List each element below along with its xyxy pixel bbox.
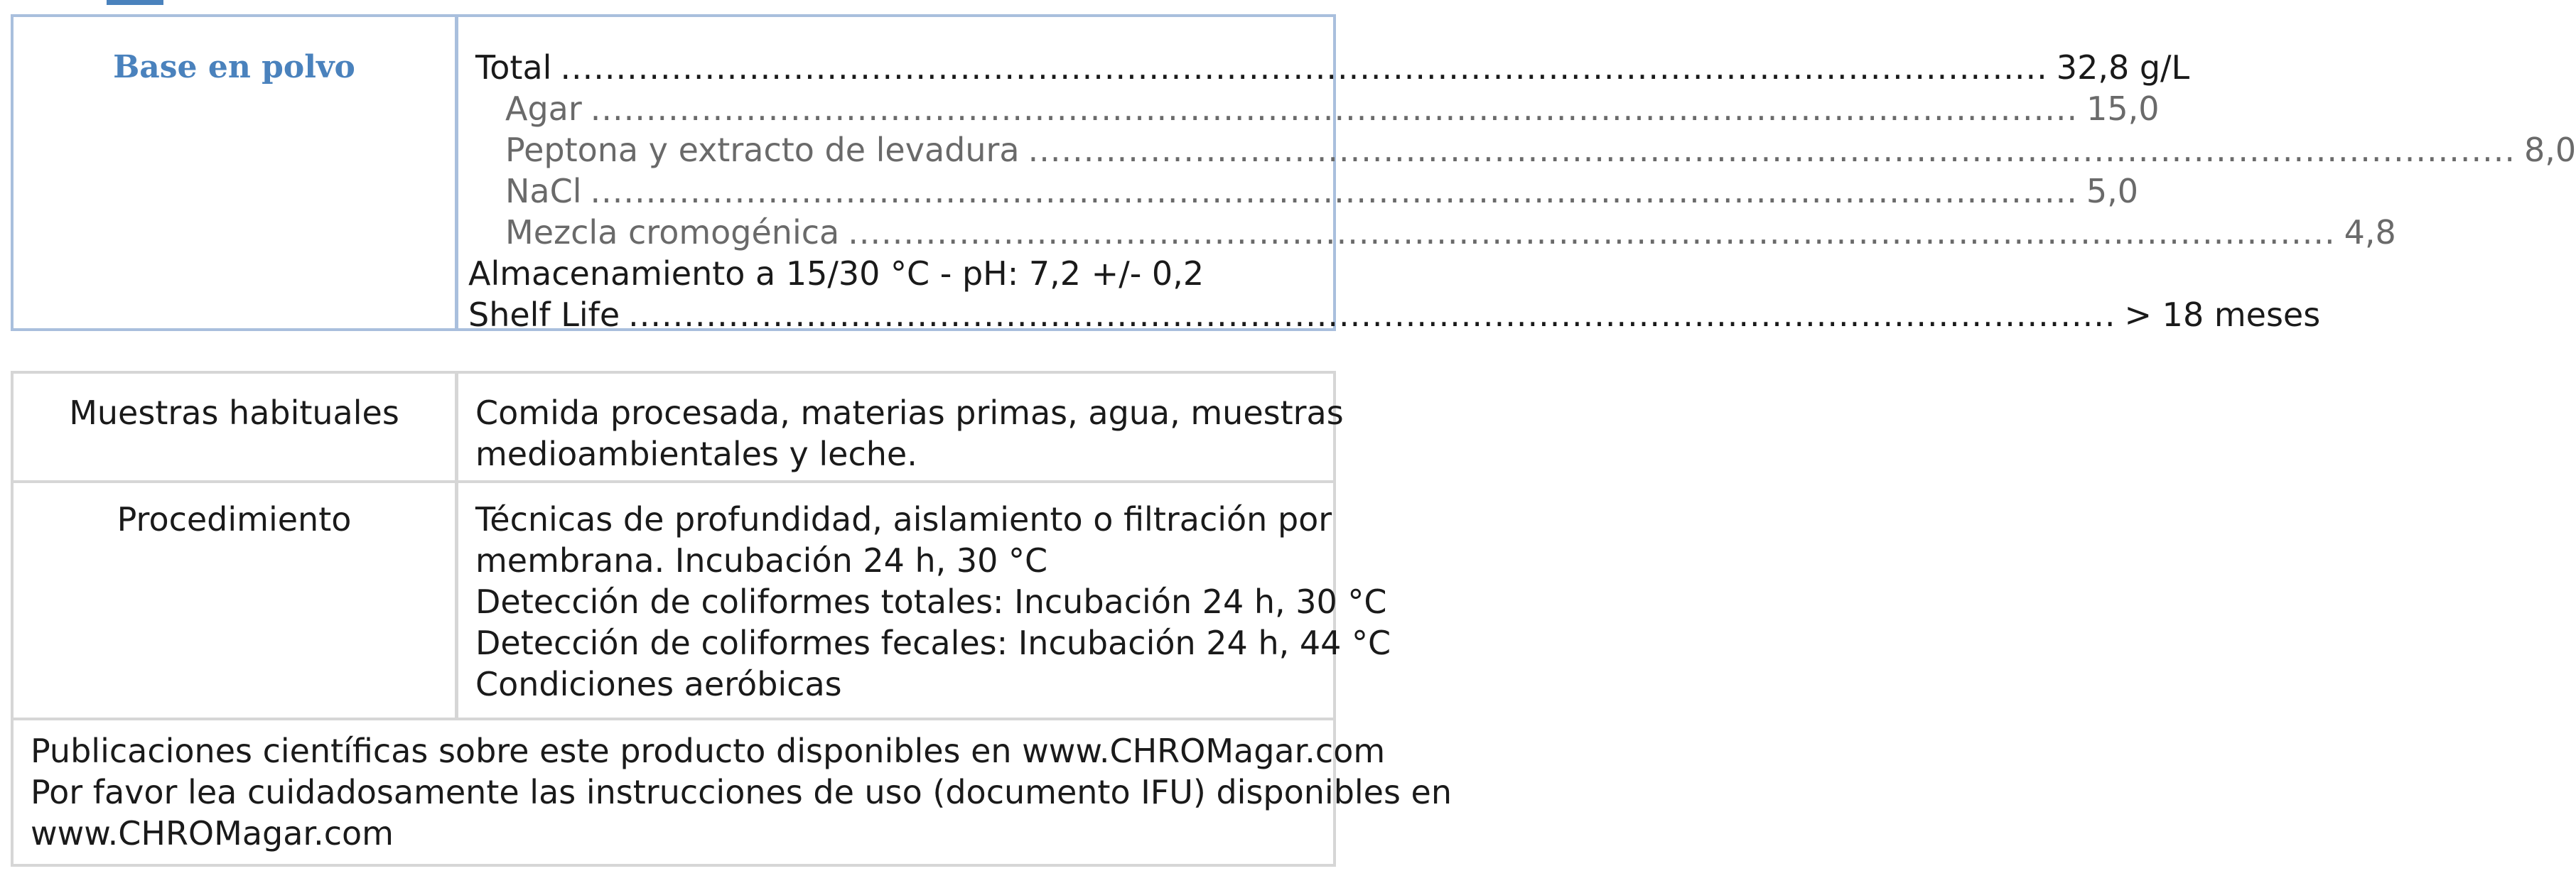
procedure-line: Condiciones aeróbicas — [475, 665, 842, 703]
footer-line: www.CHROMagar.com — [31, 814, 394, 853]
ingredient-name: NaCl — [505, 172, 582, 210]
shelf-life-row — [468, 294, 2321, 335]
ingredient-name: Agar — [505, 90, 582, 128]
ingredient-name: Mezcla cromogénica — [505, 213, 840, 251]
procedure-label: Procedimiento — [117, 500, 352, 539]
leader-dots: ...................................................................................................................................... — [590, 172, 2078, 210]
procedure-text — [475, 499, 1391, 705]
leader-dots: ...................................................................................................................................... — [590, 90, 2079, 128]
ingredient-row — [475, 171, 2139, 212]
ingredient-row — [475, 212, 2396, 253]
procedure-line: Técnicas de profundidad, aislamiento o filtración por — [475, 500, 1332, 539]
ingredient-name: Peptona y extracto de levadura — [505, 131, 1020, 169]
total-name: Total — [475, 48, 552, 87]
row-divider — [14, 718, 1333, 720]
footer-line: Publicaciones científicas sobre este producto disponibles en www.CHROMagar.com — [31, 732, 1386, 770]
leader-dots: ...................................................................................................................................... — [848, 213, 2336, 251]
ingredient-row — [475, 88, 2160, 129]
info-table — [11, 371, 1453, 867]
leader-dots: ...................................................................................................................................... — [560, 48, 2048, 87]
composition-list — [468, 47, 2576, 335]
composition-table — [11, 14, 2576, 334]
ingredient-row — [475, 129, 2576, 171]
leader-dots: ...................................................................................................................................... — [628, 296, 2116, 334]
total-row — [475, 47, 2190, 88]
samples-label: Muestras habituales — [69, 394, 399, 432]
column-divider — [455, 483, 458, 720]
procedure-line: Detección de coliformes totales: Incubación 24 h, 30 °C — [475, 583, 1387, 621]
top-accent-line — [107, 0, 163, 5]
total-value: 32,8 g/L — [2056, 48, 2190, 87]
shelf-life-value: > 18 meses — [2124, 296, 2321, 334]
shelf-life-name: Shelf Life — [468, 296, 620, 334]
footer-text — [31, 730, 1453, 854]
samples-text — [475, 392, 1344, 475]
ingredient-value: 4,8 — [2344, 213, 2396, 251]
ingredient-value: 15,0 — [2086, 90, 2160, 128]
ingredient-value: 5,0 — [2086, 172, 2139, 210]
ingredient-value: 8,0 — [2523, 131, 2576, 169]
samples-line: medioambientales y leche. — [475, 435, 917, 473]
column-divider — [455, 374, 458, 480]
leader-dots: ...................................................................................................................................... — [1028, 131, 2516, 169]
column-divider — [455, 17, 458, 328]
samples-line: Comida procesada, materias primas, agua, muestras — [475, 394, 1344, 432]
base-title: Base en polvo — [113, 49, 355, 85]
procedure-line: Detección de coliformes fecales: Incubación 24 h, 44 °C — [475, 624, 1391, 662]
procedure-line: membrana. Incubación 24 h, 30 °C — [475, 541, 1048, 580]
storage-text: Almacenamiento a 15/30 °C - pH: 7,2 +/- 0,2 — [468, 254, 1205, 293]
row-divider — [14, 480, 1333, 483]
footer-line: Por favor lea cuidadosamente las instrucciones de uso (documento IFU) disponibles en — [31, 773, 1453, 811]
